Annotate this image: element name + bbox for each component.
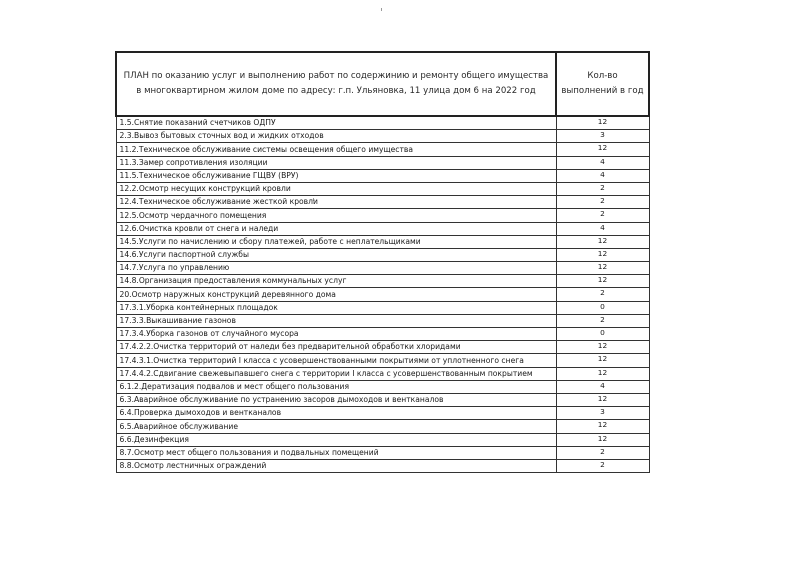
service-name-cell: 14.8.Организация предоставления коммунальных услуг — [116, 275, 556, 288]
table-row — [116, 262, 649, 275]
service-name-cell: 11.3.Замер сопротивления изоляции — [116, 156, 556, 169]
count-cell: 2 — [556, 314, 649, 327]
count-cell: 12 — [556, 341, 649, 354]
table-row — [116, 275, 649, 288]
service-name-cell: 14.7.Услуга по управлению — [116, 262, 556, 275]
count-cell: 2 — [556, 446, 649, 459]
count-cell: 12 — [556, 354, 649, 367]
table-row — [116, 156, 649, 169]
count-cell: 12 — [556, 433, 649, 446]
count-column-header: Кол-во выполнений в год — [556, 52, 649, 116]
table-row — [116, 341, 649, 354]
table-row — [116, 196, 649, 209]
count-cell: 4 — [556, 169, 649, 182]
table-row — [116, 328, 649, 341]
table-row — [116, 459, 649, 472]
count-cell: 3 — [556, 407, 649, 420]
service-name-cell: 20.Осмотр наружных конструкций деревянного дома — [116, 288, 556, 301]
count-cell: 2 — [556, 288, 649, 301]
table-row — [116, 407, 649, 420]
service-name-cell: 8.8.Осмотр лестничных ограждений — [116, 459, 556, 472]
table-body — [116, 116, 649, 473]
count-cell: 12 — [556, 235, 649, 248]
service-name-cell: 12.2.Осмотр несущих конструкций кровли — [116, 182, 556, 195]
service-name-cell: 6.5.Аварийное обслуживание — [116, 420, 556, 433]
table-row — [116, 143, 649, 156]
table-row — [116, 235, 649, 248]
table-row — [116, 248, 649, 261]
table-row — [116, 130, 649, 143]
count-cell: 2 — [556, 182, 649, 195]
table-row — [116, 420, 649, 433]
service-name-cell: 14.5.Услуги по начислению и сбору платежей, работе с неплательщиками — [116, 235, 556, 248]
count-cell: 4 — [556, 380, 649, 393]
service-name-cell: 17.4.3.1.Очистка территорий I класса с усовершенствованными покрытиями от уплотненного снега — [116, 354, 556, 367]
service-name-cell: 6.3.Аварийное обслуживание по устранению засоров дымоходов и вентканалов — [116, 393, 556, 406]
service-name-cell: 12.5.Осмотр чердачного помещения — [116, 209, 556, 222]
service-name-cell: 17.3.3.Выкашивание газонов — [116, 314, 556, 327]
count-cell: 12 — [556, 275, 649, 288]
count-cell: 4 — [556, 222, 649, 235]
service-name-cell: 8.7.Осмотр мест общего пользования и подвальных помещений — [116, 446, 556, 459]
table-row — [116, 433, 649, 446]
count-cell: 2 — [556, 459, 649, 472]
service-name-cell: 17.4.4.2.Сдвигание свежевыпавшего снега с территории I класса с усовершенствованным покрытием — [116, 367, 556, 380]
service-name-cell: 12.4.Техническое обслуживание жесткой кровли — [116, 196, 556, 209]
count-cell: 12 — [556, 367, 649, 380]
table-row — [116, 169, 649, 182]
service-name-cell: 17.4.2.2.Очистка территорий от наледи без предварительной обработки хлоридами — [116, 341, 556, 354]
service-name-cell: 2.3.Вывоз бытовых сточных вод и жидких отходов — [116, 130, 556, 143]
count-cell: 3 — [556, 130, 649, 143]
table-row — [116, 182, 649, 195]
count-cell: 0 — [556, 301, 649, 314]
table-row — [116, 288, 649, 301]
table-row — [116, 446, 649, 459]
count-cell: 12 — [556, 143, 649, 156]
service-name-cell: 1.5.Снятие показаний счетчиков ОДПУ — [116, 116, 556, 130]
plan-table — [115, 51, 650, 473]
table-row — [116, 116, 649, 130]
service-name-cell: 11.2.Техническое обслуживание системы освещения общего имущества — [116, 143, 556, 156]
service-name-cell: 12.6.Очистка кровли от снега и наледи — [116, 222, 556, 235]
count-cell: 2 — [556, 196, 649, 209]
count-cell: 0 — [556, 328, 649, 341]
count-cell: 12 — [556, 262, 649, 275]
table-row — [116, 393, 649, 406]
count-cell: 12 — [556, 420, 649, 433]
service-name-cell: 6.1.2.Дератизация подвалов и мест общего пользования — [116, 380, 556, 393]
table-row — [116, 367, 649, 380]
table-row — [116, 209, 649, 222]
service-name-cell: 6.4.Проверка дымоходов и вентканалов — [116, 407, 556, 420]
service-name-cell: 6.6.Дезинфекция — [116, 433, 556, 446]
count-cell: 4 — [556, 156, 649, 169]
table-row — [116, 354, 649, 367]
service-name-cell: 17.3.4.Уборка газонов от случайного мусора — [116, 328, 556, 341]
count-cell: 12 — [556, 248, 649, 261]
service-name-cell: 11.5.Техническое обслуживание ГЩВУ (ВРУ) — [116, 169, 556, 182]
count-cell: 12 — [556, 116, 649, 130]
count-cell: 2 — [556, 209, 649, 222]
service-name-cell: 17.3.1.Уборка контейнерных площадок — [116, 301, 556, 314]
count-cell: 12 — [556, 393, 649, 406]
table-row — [116, 380, 649, 393]
table-row — [116, 222, 649, 235]
table-row — [116, 314, 649, 327]
table-row — [116, 301, 649, 314]
service-name-cell: 14.6.Услуги паспортной службы — [116, 248, 556, 261]
plan-title: ПЛАН по оказанию услуг и выполнению работ по содержинию и ремонту общего имущества в многоквартирном жилом доме по адресу: г.п. Ульяновка, 11 улица дом 6 на 2022 год — [116, 52, 556, 116]
table-header-row — [116, 52, 649, 116]
